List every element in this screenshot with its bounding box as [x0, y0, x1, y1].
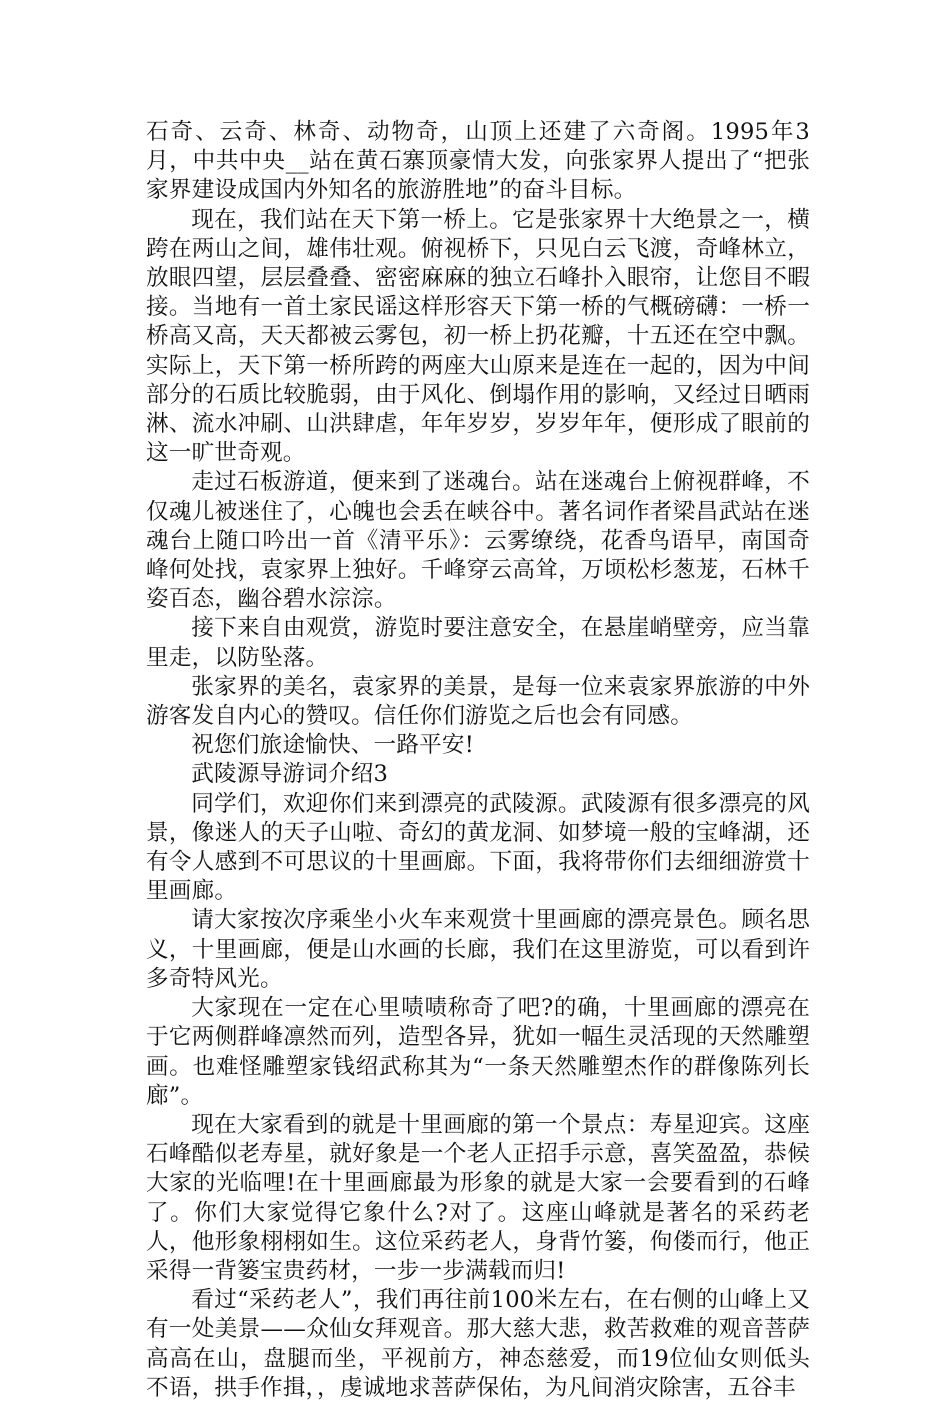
section-heading: 武陵源导游词介绍3 — [191, 761, 389, 788]
paragraph-9: 大家现在一定在心里啧啧称奇了吧?的确，十里画廊的漂亮在于它两侧群峰凛然而列，造型各异，犹如一幅生灵活现的天然雕塑画。也难怪雕塑家钱绍武称其为“一条天然雕塑杰作的群像陈列长廊”。 — [146, 995, 810, 1109]
paragraph-11: 看过“采药老人”，我们再往前100米左右，在右侧的山峰上又有一处美景——众仙女拜观音。那大慈大悲，救苦救难的观音菩萨高高在山，盘腿而坐，平视前方，神态慈爱，而19位仙女则低头不语，拱手作揖，，虔诚地求菩萨保佑，为凡间消灾除害，五谷丰 — [146, 1287, 810, 1401]
paragraph-3: 走过石板游道，便来到了迷魂台。站在迷魂台上俯视群峰，不仅魂儿被迷住了，心魄也会丢在峡谷中。著名词作者梁昌武站在迷魂台上随口吟出一首《清平乐》：云雾缭绕，花香鸟语早，南国奇峰何处找，袁家界上独好。千峰穿云高耸，万顷松杉葱茏，石林千姿百态，幽谷碧水淙淙。 — [146, 469, 810, 613]
paragraph-2: 现在，我们站在天下第一桥上。它是张家界十大绝景之一，横跨在两山之间，雄伟壮观。俯视桥下，只见白云飞渡，奇峰林立，放眼四望，层层叠叠、密密麻麻的独立石峰扑入眼帘，让您目不暇接。当地有一首土家民谣这样形容天下第一桥的气概磅礴：一桥一桥高又高，天天都被云雾包，初一桥上扔花瓣，十五还在空中飘。实际上，天下第一桥所跨的两座大山原来是连在一起的，因为中间部分的石质比较脆弱，由于风化、倒塌作用的影响，又经过日晒雨淋、流水冲刷、山洪肆虐，年年岁岁，岁岁年年，便形成了眼前的这一旷世奇观。 — [146, 206, 810, 467]
paragraph-1: 石奇、云奇、林奇、动物奇，山顶上还建了六奇阁。1995年3月，中共中央__站在黄石寨顶豪情大发，向张家界人提出了“把张家界建设成国内外知名的旅游胜地”的奋斗目标。 — [146, 119, 810, 204]
paragraph-10: 现在大家看到的就是十里画廊的第一个景点：寿星迎宾。这座石峰酷似老寿星，就好象是一个老人正招手示意，喜笑盈盈，恭候大家的光临哩!在十里画廊最为形象的就是大家一会要看到的石峰了。你们大家觉得它象什么?对了。这座山峰就是著名的采药老人，他形象栩栩如生。这位采药老人，身背竹篓，佝偻而行，他正采得一背篓宝贵药材，一步一步满载而归! — [146, 1111, 810, 1284]
paragraph-4: 接下来自由观赏，游览时要注意安全，在悬崖峭壁旁，应当靠里走，以防坠落。 — [146, 615, 810, 671]
paragraph-6: 祝您们旅途愉快、一路平安! — [191, 732, 474, 759]
paragraph-7: 同学们，欢迎你们来到漂亮的武陵源。武陵源有很多漂亮的风景，像迷人的天子山啦、奇幻的黄龙洞、如梦境一般的宝峰湖，还有令人感到不可思议的十里画廊。下面，我将带你们去细细游赏十里画廊。 — [146, 790, 810, 905]
paragraph-8: 请大家按次序乘坐小火车来观赏十里画廊的漂亮景色。顾名思义，十里画廊，便是山水画的长廊，我们在这里游览，可以看到许多奇特风光。 — [146, 907, 810, 992]
paragraph-5: 张家界的美名，袁家界的美景，是每一位来袁家界旅游的中外游客发自内心的赞叹。信任你们游览之后也会有同感。 — [146, 673, 810, 730]
document-body — [146, 118, 810, 1403]
